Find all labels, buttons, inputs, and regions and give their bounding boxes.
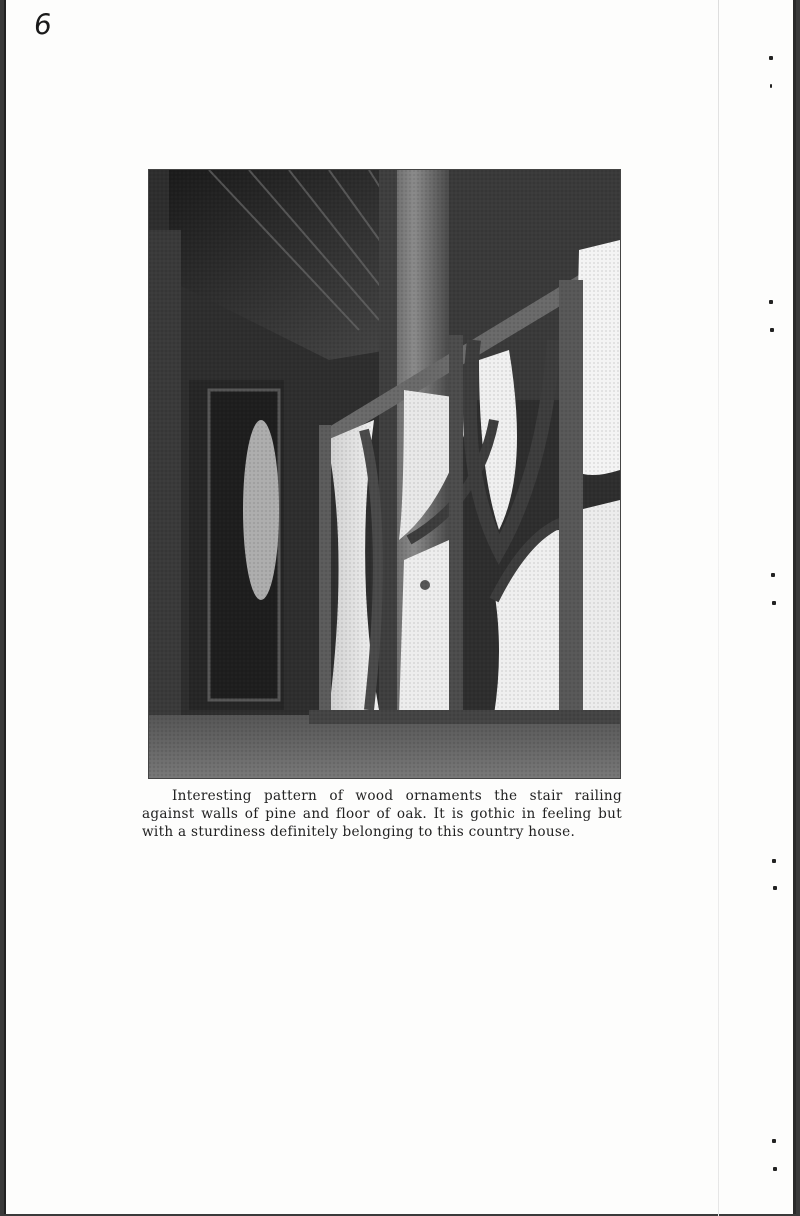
- scan-mark: [772, 859, 776, 863]
- scan-mark: [773, 886, 777, 890]
- scan-mark: [772, 601, 776, 605]
- document-page: [4, 0, 796, 1214]
- page-fold-line: [718, 0, 719, 1216]
- scan-mark: [772, 1139, 776, 1143]
- stair-railing-photograph: [149, 170, 620, 778]
- scan-mark: [770, 328, 774, 332]
- photograph-illustration: [149, 170, 620, 778]
- scan-mark: [771, 573, 775, 577]
- scan-mark: [769, 56, 773, 60]
- scan-mark: [770, 84, 772, 88]
- photo-caption: Interesting pattern of wood ornaments the stair railing against walls of pine and floor of oak. It is gothic in feeling but with a sturdiness definitely belonging to this country house.: [142, 788, 622, 840]
- scan-mark: [773, 1167, 777, 1171]
- handwritten-page-number: 6: [32, 7, 53, 42]
- scan-mark: [769, 300, 773, 304]
